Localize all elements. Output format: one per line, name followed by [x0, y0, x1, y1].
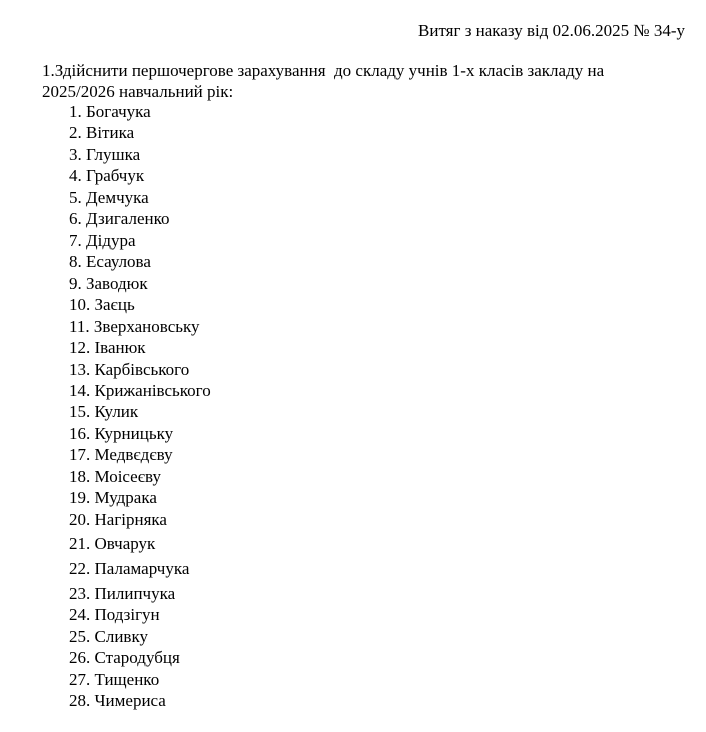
- student-list-item: 4. Грабчук: [69, 166, 145, 185]
- student-list-item: 5. Демчука: [69, 188, 149, 207]
- student-list-item: 16. Курницьку: [69, 424, 174, 443]
- student-list-item: 13. Карбівського: [69, 360, 190, 379]
- student-list-item: 20. Нагірняка: [69, 510, 167, 529]
- student-list-item: 1. Богачука: [69, 102, 151, 121]
- student-list-item: 24. Подзігун: [69, 605, 160, 624]
- student-list-item: 2. Вітика: [69, 123, 135, 142]
- student-list-item: 25. Сливку: [69, 627, 148, 646]
- student-list-item: 23. Пилипчука: [69, 584, 176, 603]
- instruction-line-1: 1.Здійснити першочергове зарахування до складу учнів 1-х класів закладу на: [42, 61, 605, 80]
- student-list-item: 26. Стародубця: [69, 648, 180, 667]
- student-list-item: 8. Есаулова: [69, 252, 151, 271]
- student-list-item: 21. Овчарук: [69, 534, 156, 553]
- student-list-item: 11. Зверхановську: [69, 317, 200, 336]
- order-extract-header: Витяг з наказу від 02.06.2025 № 34-у: [418, 21, 685, 40]
- student-list-item: 19. Мудрака: [69, 488, 157, 507]
- student-list-item: 12. Іванюк: [69, 338, 146, 357]
- student-list-item: 3. Глушка: [69, 145, 141, 164]
- student-list-item: 28. Чимериса: [69, 691, 166, 710]
- student-list-item: 6. Дзигаленко: [69, 209, 170, 228]
- instruction-line-2: 2025/2026 навчальний рік:: [42, 82, 234, 101]
- student-list-item: 10. Заєць: [69, 295, 135, 314]
- student-list-item: 17. Медвєдєву: [69, 445, 173, 464]
- enrollment-instruction: [42, 60, 692, 102]
- student-list-item: 9. Заводюк: [69, 274, 148, 293]
- student-list-item: 14. Крижанівського: [69, 381, 211, 400]
- student-list-item: 7. Дідура: [69, 231, 136, 250]
- student-list-item: 22. Паламарчука: [69, 559, 190, 578]
- student-list-item: 27. Тищенко: [69, 670, 160, 689]
- student-list-item: 18. Моісеєву: [69, 467, 161, 486]
- student-list-item: 15. Кулик: [69, 402, 139, 421]
